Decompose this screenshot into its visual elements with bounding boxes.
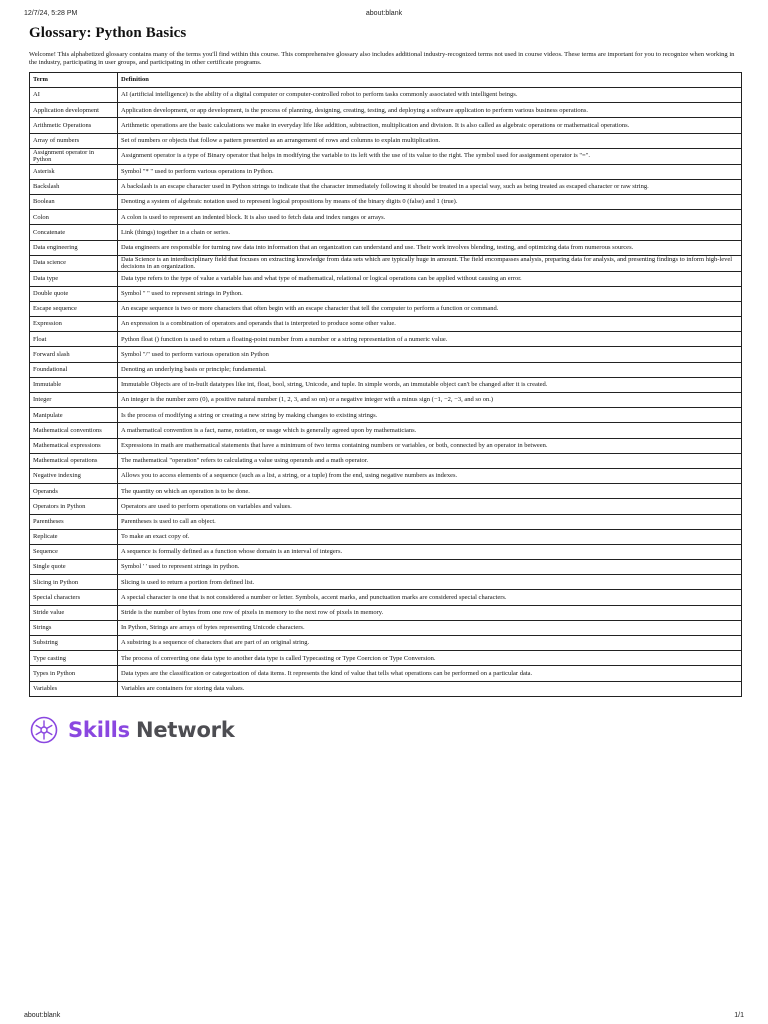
definition-cell: Symbol "* " used to perform various operations in Python.	[118, 164, 742, 179]
term-cell: Escape sequence	[30, 301, 118, 316]
table-row	[30, 301, 742, 316]
term-cell: Forward slash	[30, 347, 118, 362]
definition-cell: The process of converting one data type to another data type is called Typecasting or Type Coercion or Type Conversion.	[118, 651, 742, 666]
logo-word-network: Network	[136, 718, 235, 742]
definition-cell: Allows you to access elements of a sequence (such as a list, a string, or a tuple) from the end, using negative numbers as indexes.	[118, 468, 742, 483]
definition-cell: Set of numbers or objects that follow a pattern presented as an arrangement of rows and columns to explain multiplication.	[118, 133, 742, 148]
definition-cell: Symbol ' ' used to represent strings in python.	[118, 560, 742, 575]
definition-cell: Symbol " " used to represent strings in Python.	[118, 286, 742, 301]
table-row	[30, 666, 742, 681]
term-cell: Mathematical conventions	[30, 423, 118, 438]
table-row	[30, 544, 742, 559]
term-cell: Strings	[30, 620, 118, 635]
table-row	[30, 575, 742, 590]
term-cell: Single quote	[30, 560, 118, 575]
definition-cell: Is the process of modifying a string or creating a new string by making changes to existing strings.	[118, 408, 742, 423]
table-row	[30, 423, 742, 438]
term-cell: Data engineering	[30, 240, 118, 255]
table-row	[30, 484, 742, 499]
term-cell: Mathematical expressions	[30, 438, 118, 453]
term-cell: Array of numbers	[30, 133, 118, 148]
table-row	[30, 347, 742, 362]
definition-cell: A mathematical convention is a fact, name, notation, or usage which is generally agreed upon by mathematicians.	[118, 423, 742, 438]
term-cell: Substring	[30, 636, 118, 651]
definition-cell: Parentheses is used to call an object.	[118, 514, 742, 529]
table-row	[30, 499, 742, 514]
term-cell: Assignment operator in Python	[30, 148, 118, 164]
term-cell: Double quote	[30, 286, 118, 301]
table-row	[30, 438, 742, 453]
table-row	[30, 651, 742, 666]
table-row	[30, 164, 742, 179]
definition-cell: In Python, Strings are arrays of bytes representing Unicode characters.	[118, 620, 742, 635]
definition-cell: AI (artificial intelligence) is the ability of a digital computer or computer-controlled robot to perform tasks commonly associated with intelligent beings.	[118, 88, 742, 103]
table-row	[30, 179, 742, 194]
table-row	[30, 453, 742, 468]
definition-cell: A colon is used to represent an indented block. It is also used to fetch data and index ranges or arrays.	[118, 210, 742, 225]
intro-paragraph: Welcome! This alphabetized glossary contains many of the terms you'll find within this course. This comprehensive glossary also includes additional industry-recognized terms not used in course videos. These terms are important for you to recognize when working in the industry, participating in user groups, and participating in other certificate programs.	[29, 51, 735, 66]
definition-cell: A backslash is an escape character used in Python strings to indicate that the character immediately following it should be treated in a special way, such as being treated as escaped character or raw string.	[118, 179, 742, 194]
definition-cell: Variables are containers for storing data values.	[118, 681, 742, 696]
definition-cell: Link (things) together in a chain or series.	[118, 225, 742, 240]
term-cell: AI	[30, 88, 118, 103]
term-cell: Arithmetic Operations	[30, 118, 118, 133]
definition-cell: Data Science is an interdisciplinary field that focuses on extracting knowledge from data sets which are typically huge in amount. The field encompasses analysis, preparing data for analysis, and presenting findings to inform high-level decisions in an organization.	[118, 255, 742, 271]
term-cell: Types in Python	[30, 666, 118, 681]
logo-wordmark	[68, 718, 235, 742]
table-row	[30, 514, 742, 529]
definition-cell: Immutable Objects are of in-built datatypes like int, float, bool, string, Unicode, and tuple. In simple words, an immutable object can't be changed after it is created.	[118, 377, 742, 392]
table-row	[30, 194, 742, 209]
table-row	[30, 286, 742, 301]
term-cell: Manipulate	[30, 408, 118, 423]
definition-cell: Denoting an underlying basis or principle; fundamental.	[118, 362, 742, 377]
term-cell: Data type	[30, 271, 118, 286]
term-cell: Colon	[30, 210, 118, 225]
table-row	[30, 620, 742, 635]
table-row	[30, 560, 742, 575]
term-cell: Concatenate	[30, 225, 118, 240]
definition-cell: Assignment operator is a type of Binary operator that helps in modifying the variable to its left with the use of its value to the right. The symbol used for assignment operator is "=".	[118, 148, 742, 164]
page-title: Glossary: Python Basics	[29, 25, 187, 41]
column-header-term: Term	[30, 73, 118, 88]
term-cell: Replicate	[30, 529, 118, 544]
table-row	[30, 377, 742, 392]
definition-cell: The quantity on which an operation is to be done.	[118, 484, 742, 499]
table-row	[30, 317, 742, 332]
definition-cell: A special character is one that is not considered a number or letter. Symbols, accent marks, and punctuation marks are considered special characters.	[118, 590, 742, 605]
print-date: 12/7/24, 5:28 PM	[24, 10, 78, 17]
term-cell: Negative indexing	[30, 468, 118, 483]
table-header-row	[30, 73, 742, 88]
definition-cell: An expression is a combination of operators and operands that is interpreted to produce some other value.	[118, 317, 742, 332]
table-row	[30, 393, 742, 408]
definition-cell: Symbol "/" used to perform various operation sin Python	[118, 347, 742, 362]
definition-cell: An integer is the number zero (0), a positive natural number (1, 2, 3, and so on) or a negative integer with a minus sign (−1, −2, −3, and so on.)	[118, 393, 742, 408]
definition-cell: A substring is a sequence of characters that are part of an original string.	[118, 636, 742, 651]
table-row	[30, 240, 742, 255]
definition-cell: Stride is the number of bytes from one row of pixels in memory to the next row of pixels in memory.	[118, 605, 742, 620]
definition-cell: Operators are used to perform operations on variables and values.	[118, 499, 742, 514]
term-cell: Variables	[30, 681, 118, 696]
table-row	[30, 468, 742, 483]
table-row	[30, 332, 742, 347]
table-row	[30, 408, 742, 423]
print-page-number: 1/1	[734, 1012, 744, 1019]
table-row	[30, 225, 742, 240]
term-cell: Mathematical operations	[30, 453, 118, 468]
table-row	[30, 362, 742, 377]
table-row	[30, 118, 742, 133]
table-row	[30, 103, 742, 118]
definition-cell: Data engineers are responsible for turning raw data into information that an organization can understand and use. Their work involves blending, testing, and optimizing data from numerous sources.	[118, 240, 742, 255]
term-cell: Parentheses	[30, 514, 118, 529]
term-cell: Float	[30, 332, 118, 347]
table-row	[30, 681, 742, 696]
definition-cell: Data types are the classification or categorization of data items. It represents the kind of value that tells what operations can be performed on a particular data.	[118, 666, 742, 681]
term-cell: Type casting	[30, 651, 118, 666]
definition-cell: A sequence is formally defined as a function whose domain is an interval of integers.	[118, 544, 742, 559]
table-row	[30, 255, 742, 271]
term-cell: Data science	[30, 255, 118, 271]
term-cell: Operands	[30, 484, 118, 499]
term-cell: Application development	[30, 103, 118, 118]
document-content	[29, 25, 741, 697]
term-cell: Operators in Python	[30, 499, 118, 514]
definition-cell: Denoting a system of algebraic notation used to represent logical propositions by means of the binary digits 0 (false) and 1 (true).	[118, 194, 742, 209]
glossary-body	[30, 88, 742, 697]
definition-cell: To make an exact copy of.	[118, 529, 742, 544]
term-cell: Boolean	[30, 194, 118, 209]
logo-word-skills: Skills	[68, 718, 130, 742]
table-row	[30, 271, 742, 286]
term-cell: Backslash	[30, 179, 118, 194]
term-cell: Sequence	[30, 544, 118, 559]
term-cell: Foundational	[30, 362, 118, 377]
table-row	[30, 590, 742, 605]
term-cell: Special characters	[30, 590, 118, 605]
term-cell: Asterisk	[30, 164, 118, 179]
term-cell: Stride value	[30, 605, 118, 620]
definition-cell: Slicing is used to return a portion from defined list.	[118, 575, 742, 590]
definition-cell: Expressions in math are mathematical statements that have a minimum of two terms containing numbers or variables, or both, connected by an operator in between.	[118, 438, 742, 453]
definition-cell: An escape sequence is two or more characters that often begin with an escape character that tell the computer to perform a function or command.	[118, 301, 742, 316]
column-header-definition: Definition	[118, 73, 742, 88]
table-row	[30, 529, 742, 544]
print-page-title: about:blank	[365, 10, 403, 17]
print-url: about:blank	[24, 1012, 61, 1019]
skills-network-logo-icon	[30, 716, 58, 744]
definition-cell: Data type refers to the type of value a variable has and what type of mathematical, relational or logical operations can be applied without causing an error.	[118, 271, 742, 286]
table-row	[30, 88, 742, 103]
table-row	[30, 605, 742, 620]
definition-cell: Arithmetic operations are the basic calculations we make in everyday life like addition, subtraction, multiplication and division. It is also called as algebraic operations or mathematical operations.	[118, 118, 742, 133]
table-row	[30, 148, 742, 164]
term-cell: Slicing in Python	[30, 575, 118, 590]
table-row	[30, 210, 742, 225]
term-cell: Immutable	[30, 377, 118, 392]
term-cell: Integer	[30, 393, 118, 408]
definition-cell: Application development, or app development, is the process of planning, designing, creating, testing, and deploying a software application to perform various business operations.	[118, 103, 742, 118]
definition-cell: Python float () function is used to return a floating-point number from a number or a string representation of a numeric value.	[118, 332, 742, 347]
table-row	[30, 133, 742, 148]
term-cell: Expression	[30, 317, 118, 332]
definition-cell: The mathematical "operation" refers to calculating a value using operands and a math operator.	[118, 453, 742, 468]
glossary-table	[29, 72, 742, 697]
skills-network-logo	[30, 715, 235, 745]
table-row	[30, 636, 742, 651]
